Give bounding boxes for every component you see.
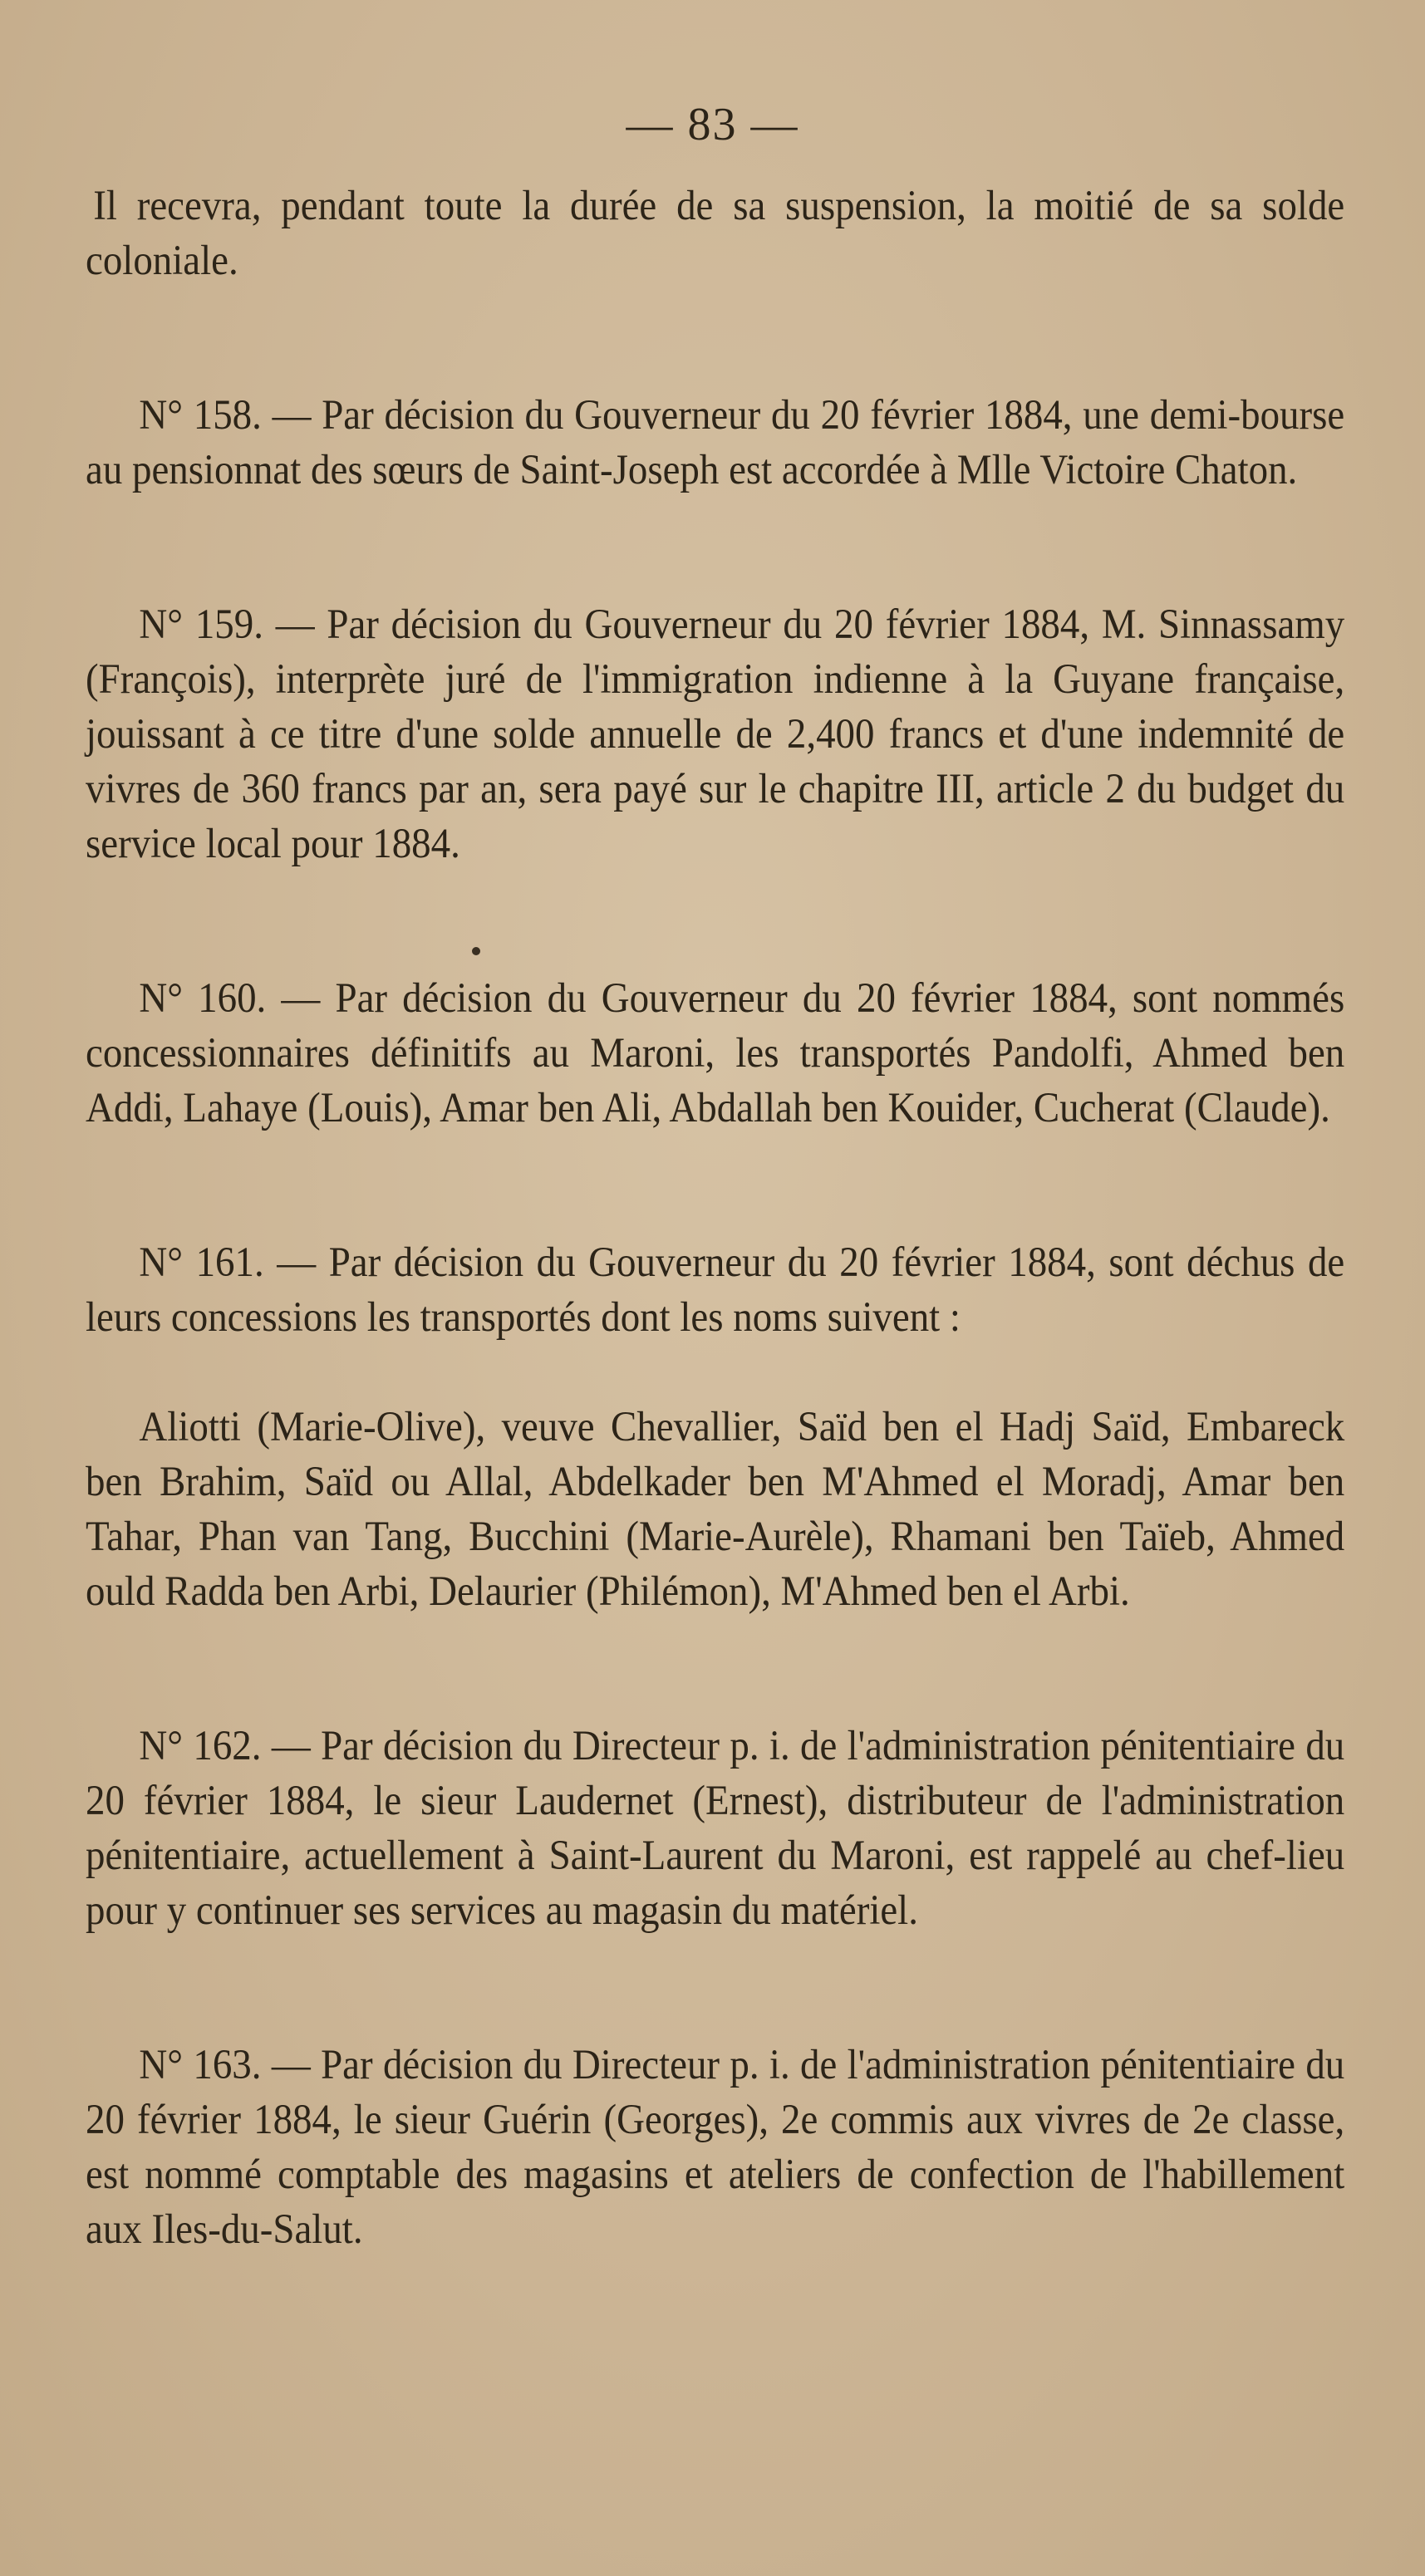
paragraph-decision-158: N° 158. — Par décision du Gouverneur du 20 février 1884, une demi-bourse au pensionnat des sœurs de Saint-Joseph est accordée à Mlle Victoire Chaton. [86,392,1345,493]
paragraph-decision-159: N° 159. — Par décision du Gouverneur du 20 février 1884, M. Sinnassamy (François), interprète juré de l'immigration indienne à la Guyane française, jouissant à ce titre d'une solde annuelle de 2,400 francs et d'une indemnité de vivres de 360 francs par an, sera payé sur le chapitre III, article 2 du budget du service local pour 1884. [86,601,1345,867]
paragraph-decision-161: N° 161. — Par décision du Gouverneur du 20 février 1884, sont déchus de leurs concessions les transportés dont les noms suivent : [86,1239,1345,1341]
ink-dot [472,947,480,955]
paragraph-decision-163: N° 163. — Par décision du Directeur p. i. de l'administration pénitentiaire du 20 février 1884, le sieur Guérin (Georges), 2e commis aux vivres de 2e classe, est nommé comptable des magasins et ateliers de confection de l'habillement aux Iles-du-Salut. [86,2042,1345,2253]
page-number: — 83 — [626,99,799,150]
paragraph-decision-160: N° 160. — Par décision du Gouverneur du 20 février 1884, sont nommés concessionnaires définitifs au Maroni, les transportés Pandolfi, Ahmed ben Addi, Lahaye (Louis), Amar ben Ali, Abdallah ben Kouider, Cucherat (Claude). [86,975,1345,1131]
document-body [86,179,1344,2257]
paragraph-decision-162: N° 162. — Par décision du Directeur p. i. de l'administration pénitentiaire du 20 février 1884, le sieur Laudernet (Ernest), distributeur de l'administration pénitentiaire, actuellement à Saint-Laurent du Maroni, est rappelé au chef-lieu pour y continuer ses services au magasin du matériel. [86,1723,1345,1934]
paragraph-suspension: Il recevra, pendant toute la durée de sa suspension, la moitié de sa solde coloniale. [86,183,1345,284]
paragraph-names-list: Aliotti (Marie-Olive), veuve Chevallier, Saïd ben el Hadj Saïd, Embareck ben Brahim, Saïd ou Allal, Abdelkader ben M'Ahmed el Moradj, Amar ben Tahar, Phan van Tang, Bucchini (Marie-Aurèle), Rhamani ben Taïeb, Ahmed ould Radda ben Arbi, Delaurier (Philémon), M'Ahmed ben el Arbi. [86,1404,1345,1615]
